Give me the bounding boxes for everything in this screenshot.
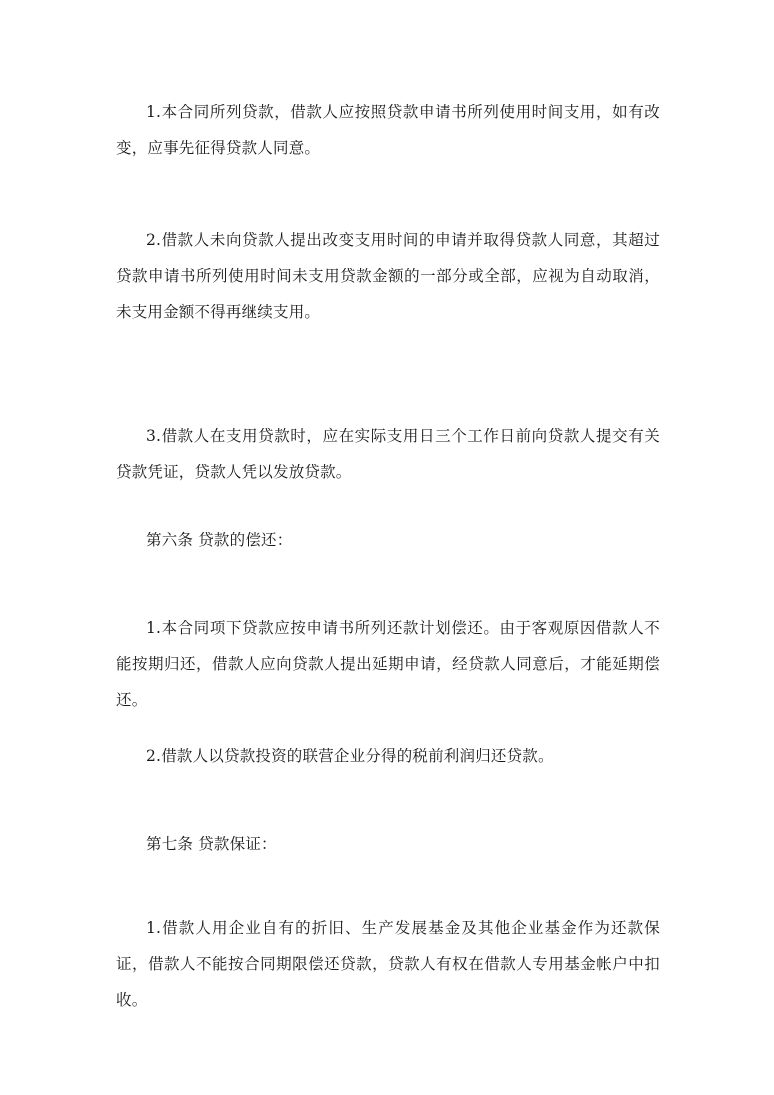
heading-article-6: 第六条 贷款的偿还： [146,531,293,549]
heading-article-7: 第七条 贷款保证： [146,835,277,853]
paragraph-repayment-plan: 1.本合同项下贷款应按申请书所列还款计划偿还。由于客观原因借款人不能按期归还，借款人应向贷款人提出延期申请，经贷款人同意后，才能延期偿还。 [116,619,660,709]
paragraph-repayment-source: 2.借款人以贷款投资的联营企业分得的税前利润归还贷款。 [146,747,554,765]
paragraph-guarantee: 1.借款人用企业自有的折旧、生产发展基金及其他企业基金作为还款保证，借款人不能按合同期限偿还贷款，贷款人有权在借款人专用基金帐户中扣收。 [116,919,660,1009]
paragraph-unused-cancel: 2.借款人未向贷款人提出改变支用时间的申请并取得贷款人同意，其超过贷款申请书所列使用时间未支用贷款金额的一部分或全部，应视为自动取消，未支用金额不得再继续支用。 [116,231,660,321]
paragraph-submit-voucher: 3.借款人在支用贷款时，应在实际支用日三个工作日前向贷款人提交有关贷款凭证，贷款人凭以发放贷款。 [116,427,660,481]
paragraph-usage-time: 1.本合同所列贷款，借款人应按照贷款申请书所列使用时间支用，如有改变，应事先征得贷款人同意。 [116,103,660,157]
